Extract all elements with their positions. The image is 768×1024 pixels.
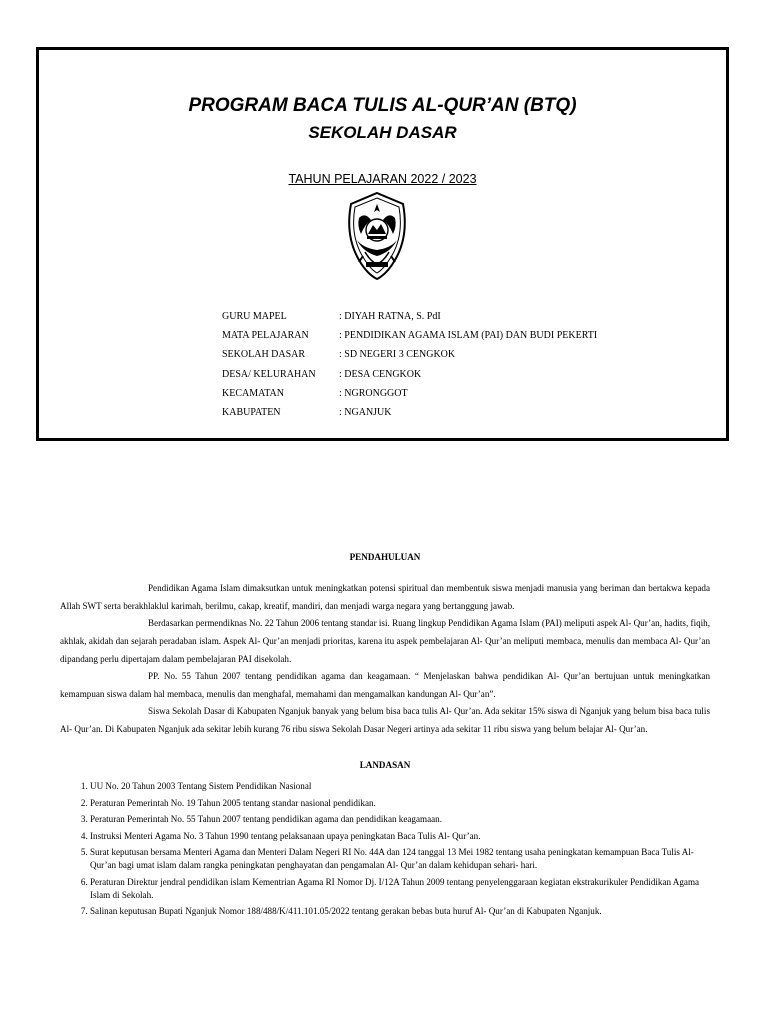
- info-row: [222, 407, 597, 426]
- list-item: 3. Peraturan Pemerintah No. 55 Tahun 2007 tentang pendidikan agama dan pendidikan keagamaan.: [90, 813, 710, 826]
- info-value: : PENDIDIKAN AGAMA ISLAM (PAI) DAN BUDI PEKERTI: [339, 330, 598, 342]
- info-label: DESA/ KELURAHAN: [222, 368, 316, 380]
- info-row: [222, 330, 597, 349]
- info-row: [222, 388, 597, 407]
- basis-heading: LANDASAN: [359, 760, 411, 770]
- program-title: PROGRAM BACA TULIS AL-QUR’AN (BTQ): [188, 95, 577, 116]
- info-label: GURU MAPEL: [222, 311, 287, 322]
- list-item: 1. UU No. 20 Tahun 2003 Tentang Sistem Pendidikan Nasional: [90, 780, 710, 793]
- info-value: : DIYAH RATNA, S. PdI: [339, 311, 441, 322]
- intro-paragraph: Siswa Sekolah Dasar di Kabupaten Nganjuk banyak yang belum bisa baca tulis Al- Qur’an. Ada sekitar 15% siswa di Nganjuk yang belum bisa baca tulis Al- Qur’an. Di Kabupaten Nganjuk ada sekitar lebih kurang 76 ribu siswa Sekolah Dasar Negeri artinya ada sekitar 11 ribu siswa yang belum belajar Al- Qur’an.: [60, 706, 710, 734]
- academic-year: TAHUN PELAJARAN 2022 / 2023: [288, 172, 477, 186]
- info-label: KECAMATAN: [222, 387, 284, 399]
- info-row: [222, 369, 597, 388]
- intro-paragraph: PP. No. 55 Tahun 2007 tentang pendidikan agama dan keagamaan. “ Menjelaskan bahwa pendidikan Al- Qur’an bertujuan untuk meningkatkan kemampuan siswa dalam hal membaca, menulis dan menghafal, memahami dan mengamalkan kandungan Al- Qur’an”.: [60, 671, 710, 699]
- info-value: : DESA CENGKOK: [339, 368, 422, 380]
- regency-emblem-icon: [343, 190, 411, 282]
- intro-paragraph: Pendidikan Agama Islam dimaksutkan untuk meningkatkan potensi spiritual dan membentuk siswa menjadi manusia yang beriman dan bertakwa kepada Allah SWT serta berakhlaklul karimah, berilmu, cakap, kreatif, mandiri, dan menjadi warga negara yang bertanggung jawab.: [60, 583, 710, 611]
- info-label: SEKOLAH DASAR: [222, 349, 306, 361]
- list-item: 6. Peraturan Direktur jendral pendidikan islam Kementrian Agama RI Nomor Dj. I/12A Tahun 2009 tentang penyelenggaraan kegiatan ekstrakurikuler Pendidikan Agama Islam di Sekolah.: [90, 876, 710, 902]
- intro-paragraph: Berdasarkan permendiknas No. 22 Tahun 2006 tentang standar isi. Ruang lingkup Pendidikan Agama Islam (PAI) meliputi aspek Al- Qur’an, hadits, fiqih, akhlak, akidah dan sejarah peradaban islam. Aspek Al- Qur’an menjadi prioritas, karena itu aspek pembelajaran Al- Qur’an meliputi membaca, menulis dan membaca Al- Qur’an dipandang perlu dipertajam dalam pembelajaran PAI disekolah.: [60, 618, 710, 664]
- info-value: : NGRONGGOT: [339, 387, 408, 399]
- info-value: : NGANJUK: [339, 406, 392, 418]
- info-label: MATA PELAJARAN: [222, 330, 309, 342]
- info-row: [222, 349, 597, 368]
- info-row: [222, 311, 597, 330]
- cover-box: [36, 47, 729, 441]
- list-item: 2. Peraturan Pemerintah No. 19 Tahun 2005 tentang standar nasional pendidikan.: [90, 797, 710, 810]
- info-table: [222, 311, 597, 426]
- info-label: KABUPATEN: [222, 406, 281, 418]
- list-item: 5. Surat keputusan bersama Menteri Agama dan Menteri Dalam Negeri RI No. 44A dan 124 tanggal 13 Mei 1982 tentang usaha peningkatan kemampuan Baca Tulis Al- Qur’an bagi umat islam dalam rangka peningkatan penghayatan dan pengamalan Al- Qur’an dalam kehidupan sehari- hari.: [90, 846, 710, 872]
- info-value: : SD NEGERI 3 CENGKOK: [339, 349, 456, 361]
- list-item: 7. Salinan keputusan Bupati Nganjuk Nomor 188/488/K/411.101.05/2022 tentang gerakan bebas buta huruf Al- Qur’an di Kabupaten Nganjuk.: [90, 905, 710, 918]
- document-body: [60, 548, 710, 922]
- school-level-title: SEKOLAH DASAR: [308, 123, 457, 142]
- list-item: 4. Instruksi Menteri Agama No. 3 Tahun 1990 tentang pelaksanaan upaya peningkatan Baca Tulis Al- Qur’an.: [90, 830, 710, 843]
- basis-list: [60, 780, 710, 918]
- intro-heading: PENDAHULUAN: [349, 552, 421, 562]
